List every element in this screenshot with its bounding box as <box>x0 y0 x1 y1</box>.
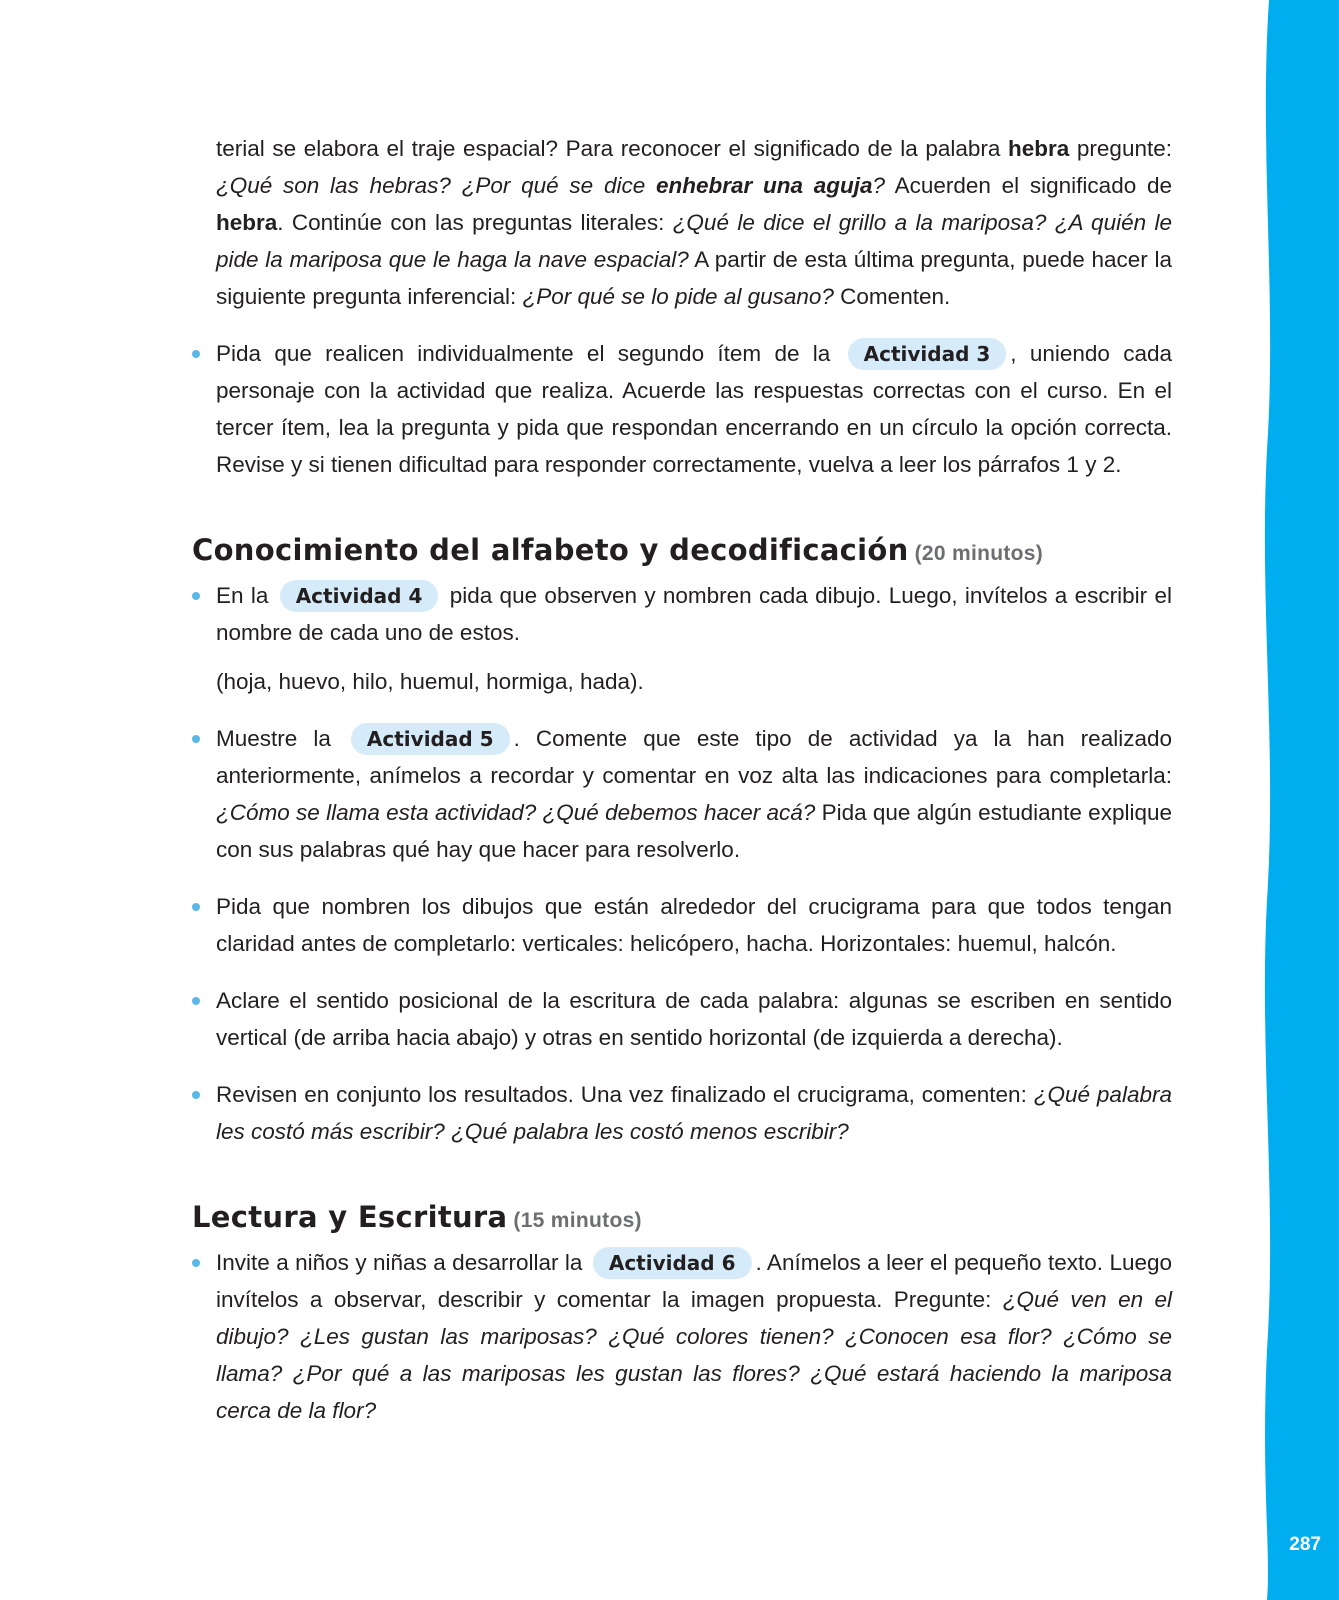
activity-badge: Actividad 3 <box>848 338 1007 370</box>
page-edge-band <box>1259 0 1339 1600</box>
intro-paragraph: terial se elabora el traje espacial? Para reconocer el significado de la palabra hebra pregunte: ¿Qué son las hebras? ¿Por qué se dice enhebrar una aguja? Acuerden el significado de hebra. Continúe con las preguntas literales: ¿Qué le dice el grillo a la mariposa? ¿A quién le pide la mariposa que le haga la nave espacial? A partir de esta última pregunta, puede hacer la siguiente pregunta inferencial: ¿Por qué se lo pide al gusano? Comenten. <box>216 136 1173 309</box>
activity-badge: Actividad 5 <box>351 723 510 755</box>
page-number: 287 <box>1289 1534 1321 1555</box>
list-item: Muestre la Actividad 5 . Comente que este tipo de actividad ya la han realizado anteriormente, anímelos a recordar y comentar en voz alta las indicaciones para completarla: ¿Cómo se llama esta actividad? ¿Qué debemos hacer acá? Pida que algún estudiante explique con sus palabras qué hay que hacer para resolverlo. <box>192 720 1172 868</box>
wavy-blue-band <box>1259 0 1339 1600</box>
bullet-icon <box>192 1259 200 1267</box>
list-item: Invite a niños y niñas a desarrollar la Actividad 6 . Anímelos a leer el pequeño texto. Luego invítelos a observar, describir y comentar la imagen propuesta. Pregunte: ¿Qué ven en el dibujo? ¿Les gustan las mariposas? ¿Qué colores tienen? ¿Conocen esa flor? ¿Cómo se llama? ¿Por qué a las mariposas les gustan las flores? ¿Qué estará haciendo la mariposa cerca de la flor? <box>192 1244 1172 1429</box>
section-heading: Conocimiento del alfabeto y decodificación (20 minutos) <box>192 533 1044 567</box>
bullet-icon <box>192 1091 200 1099</box>
bullet-icon <box>192 997 200 1005</box>
list-item: Revisen en conjunto los resultados. Una vez finalizado el crucigrama, comenten: ¿Qué palabra les costó más escribir? ¿Qué palabra les costó menos escribir? <box>192 1076 1172 1150</box>
bullet-icon <box>192 592 200 600</box>
page-content <box>192 130 1172 1429</box>
answers-line: (hoja, huevo, hilo, huemul, hormiga, hada). <box>216 669 644 694</box>
bullet-icon <box>192 735 200 743</box>
list-item: Aclare el sentido posicional de la escritura de cada palabra: algunas se escriben en sentido vertical (de arriba hacia abajo) y otras en sentido horizontal (de izquierda a derecha). <box>192 982 1172 1056</box>
section-duration: (15 minutos) <box>513 1209 642 1232</box>
section-duration: (20 minutos) <box>914 542 1044 565</box>
list-item: Pida que realicen individualmente el segundo ítem de la Actividad 3 , uniendo cada personaje con la actividad que realiza. Acuerde las respuestas correctas con el curso. En el tercer ítem, lea la pregunta y pida que respondan encerrando en un círculo la opción correcta. Revise y si tienen dificultad para responder correctamente, vuelva a leer los párrafos 1 y 2. <box>192 335 1172 483</box>
list-item: En la Actividad 4 pida que observen y nombren cada dibujo. Luego, invítelos a escribir el nombre de cada uno de estos. <box>192 577 1172 651</box>
activity-badge: Actividad 4 <box>280 580 439 612</box>
activity-badge: Actividad 6 <box>593 1247 752 1279</box>
section-heading: Lectura y Escritura (15 minutos) <box>192 1200 642 1234</box>
list-item: Pida que nombren los dibujos que están alrededor del crucigrama para que todos tengan claridad antes de completarlo: verticales: helicópero, hacha. Horizontales: huemul, halcón. <box>192 888 1172 962</box>
bullet-icon <box>192 903 200 911</box>
bullet-icon <box>192 350 200 358</box>
